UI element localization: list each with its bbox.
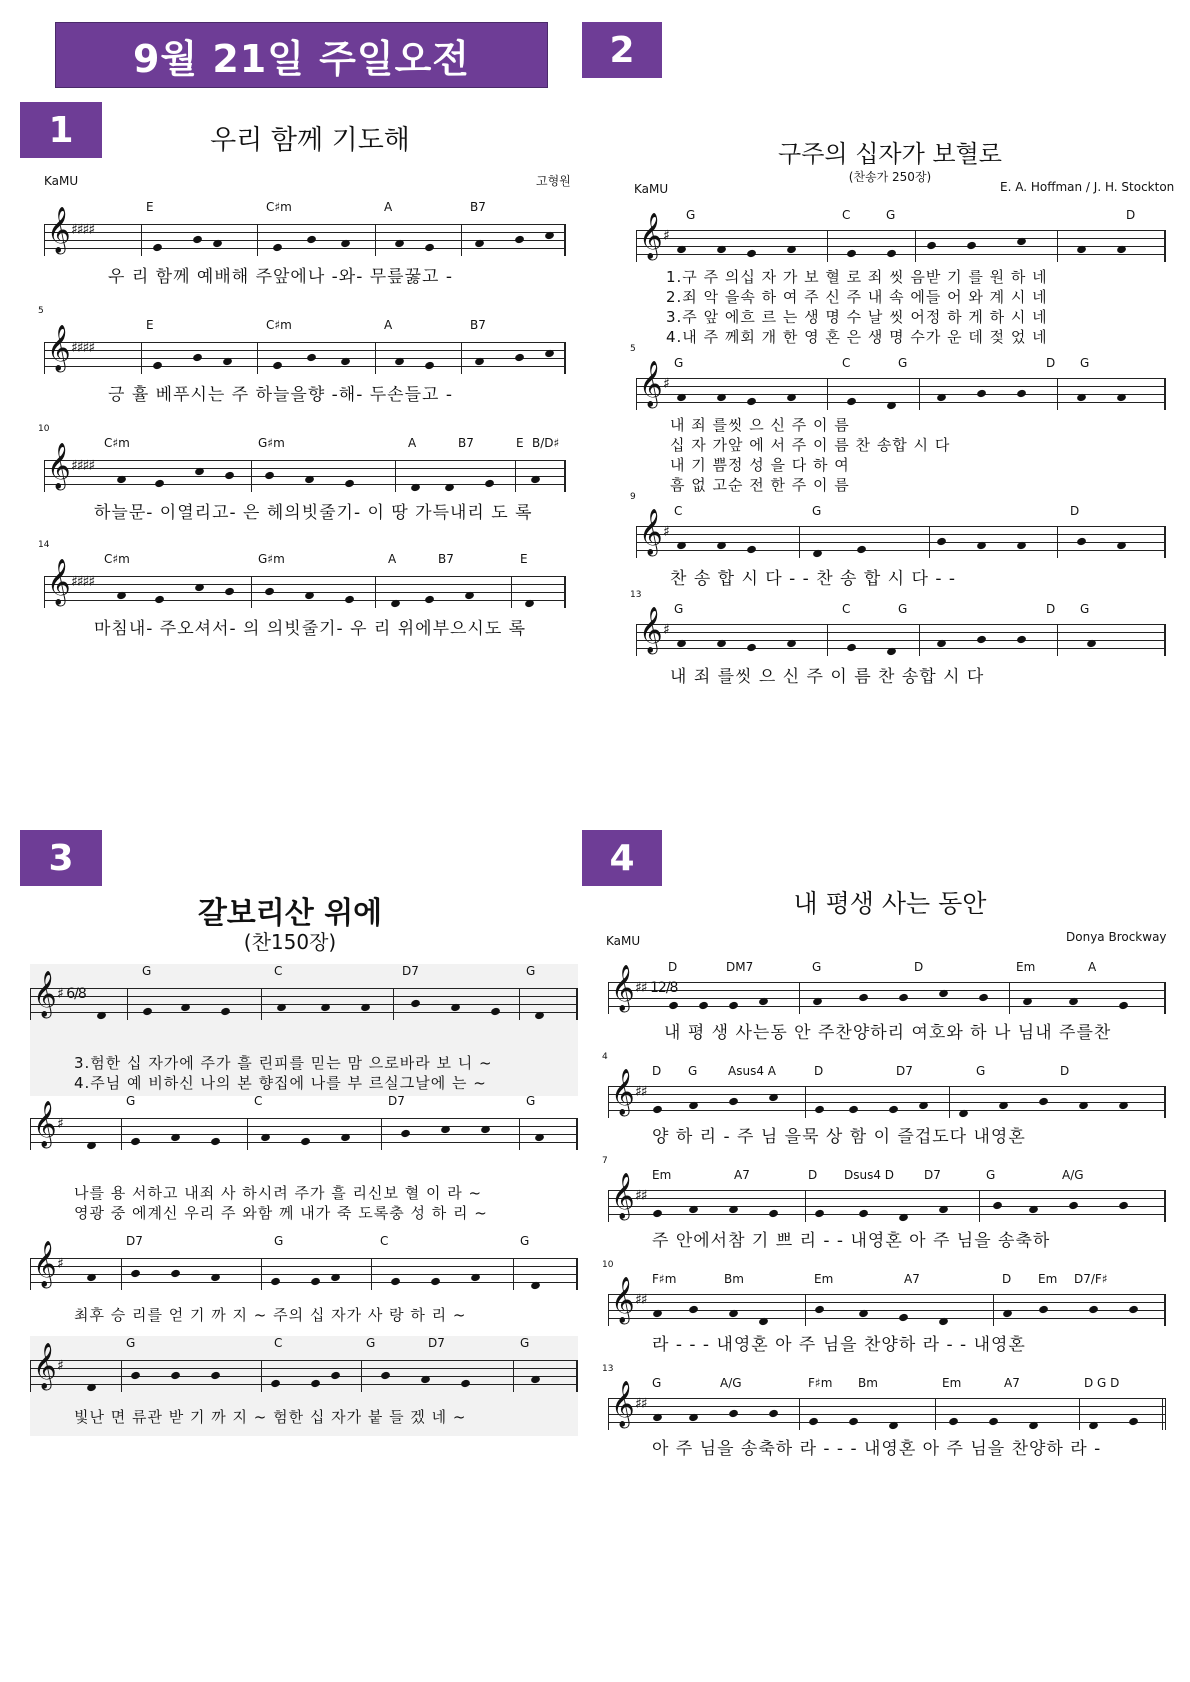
treble-clef-icon: 𝄞 xyxy=(33,1101,57,1147)
song-3-system-3 xyxy=(30,1234,578,1334)
chord: F♯m xyxy=(652,1272,677,1286)
chord: A xyxy=(408,436,417,450)
chord: G xyxy=(686,208,696,222)
chord: C xyxy=(274,1336,283,1350)
song-4-system-1 xyxy=(608,960,1166,1048)
lyric-line: 3.험한 십 자가에 주가 흘 린피를 믿는 맘 으로바라 보 니 ~ xyxy=(74,1054,493,1072)
song-2-title: 구주의 십자가 보혈로 xyxy=(778,140,1002,168)
chord: G xyxy=(812,960,822,974)
lyric-line: 내 죄 를씻 으 신 주 이 름 찬 송합 시 다 xyxy=(670,667,985,687)
chord-row xyxy=(30,964,578,980)
chord: D xyxy=(914,960,924,974)
chord: G xyxy=(674,602,684,616)
lyric-line: 우 리 함께 예배해 주앞에나 -와- 무릎꿇고 - xyxy=(108,267,453,287)
chord: C xyxy=(842,208,851,222)
key-signature: ♯♯♯♯ xyxy=(71,574,95,590)
song-1-number-box: 1 xyxy=(20,102,102,158)
chord: G xyxy=(652,1376,662,1390)
chord: Em xyxy=(652,1168,672,1182)
song-3-title: 갈보리산 위에 xyxy=(197,896,383,931)
chord: C xyxy=(274,964,283,978)
chord: A7 xyxy=(904,1272,920,1286)
song-1-system-3 xyxy=(38,424,566,526)
chord: F♯m xyxy=(808,1376,833,1390)
song-2-system-4 xyxy=(630,590,1166,692)
lyric-line: 최후 승 리를 얻 기 까 지 ~ 주의 십 자가 사 랑 하 리 ~ xyxy=(74,1306,467,1324)
song-1-system-2 xyxy=(38,306,566,408)
chord-row xyxy=(608,1272,1166,1288)
chord: G xyxy=(520,1336,530,1350)
chord: G xyxy=(898,356,908,370)
lyric-line: 양 하 리 - 주 님 을묵 상 함 이 즐겁도다 내영혼 xyxy=(652,1127,1026,1147)
chord-row xyxy=(44,436,566,452)
treble-clef-icon: 𝄞 xyxy=(611,1381,635,1427)
chord: E xyxy=(146,200,154,214)
song-3-system-2 xyxy=(30,1094,578,1226)
chord: A/G xyxy=(720,1376,742,1390)
chord: A xyxy=(1088,960,1097,974)
chord: D xyxy=(1060,1064,1070,1078)
lyric-line: 빛난 면 류관 받 기 까 지 ~ 험한 십 자가 붙 들 겠 네 ~ xyxy=(74,1408,467,1426)
key-signature: ♯♯♯♯ xyxy=(71,458,95,474)
music-staff xyxy=(636,361,1166,410)
lyric-line: 내 평 생 사는동 안 주찬양하리 여호와 하 나 님내 주를찬 xyxy=(664,1023,1112,1043)
treble-clef-icon: 𝄞 xyxy=(47,325,71,371)
music-staff xyxy=(636,213,1166,262)
chord: D xyxy=(1002,1272,1012,1286)
chord: D xyxy=(808,1168,818,1182)
chord: B7 xyxy=(458,436,474,450)
chord: A/G xyxy=(1062,1168,1084,1182)
chord: G xyxy=(674,356,684,370)
chord-row xyxy=(30,1094,578,1110)
song-2-system-2 xyxy=(630,344,1166,496)
key-signature: ♯♯♯♯ xyxy=(71,340,95,356)
chord-row xyxy=(30,1234,578,1250)
chord: G xyxy=(520,1234,530,1248)
song-4-system-2 xyxy=(602,1052,1166,1152)
treble-clef-icon: 𝄞 xyxy=(33,1241,57,1287)
chord: C♯m xyxy=(104,436,130,450)
chord-row xyxy=(44,552,566,568)
lyric-line: 흠 없 고순 전 한 주 이 름 xyxy=(670,476,850,494)
lyric-line: 내 죄 를씻 으 신 주 이 름 xyxy=(670,416,850,434)
treble-clef-icon: 𝄞 xyxy=(33,971,57,1017)
chord: C♯m xyxy=(104,552,130,566)
treble-clef-icon: 𝄞 xyxy=(611,965,635,1011)
song-4-system-5 xyxy=(602,1364,1166,1464)
chord: Em xyxy=(814,1272,834,1286)
chord: C♯m xyxy=(266,200,292,214)
chord: D7 xyxy=(402,964,419,978)
chord: G♯m xyxy=(258,552,285,566)
chord: D7 xyxy=(896,1064,913,1078)
measure-number: 4 xyxy=(602,1052,608,1062)
key-signature: ♯ 6/8 xyxy=(57,986,86,1002)
key-signature: ♯♯ xyxy=(635,1292,647,1308)
chord-row xyxy=(636,602,1166,618)
measure-number: 5 xyxy=(38,306,44,316)
chord-row xyxy=(30,1336,578,1352)
chord: E xyxy=(516,436,524,450)
treble-clef-icon: 𝄞 xyxy=(47,207,71,253)
song-4-author: Donya Brockway xyxy=(1066,930,1167,944)
lyric-line: 찬 송 합 시 다 - - 찬 송 합 시 다 - - xyxy=(670,569,957,589)
music-staff xyxy=(636,607,1166,656)
measure-number: 10 xyxy=(602,1260,614,1270)
treble-clef-icon: 𝄞 xyxy=(33,1343,57,1389)
key-signature: ♯♯♯♯ xyxy=(71,222,95,238)
chord-row xyxy=(608,1064,1166,1080)
chord: C xyxy=(254,1094,263,1108)
chord: D xyxy=(814,1064,824,1078)
chord: Em xyxy=(942,1376,962,1390)
measure-number: 13 xyxy=(630,590,642,600)
measure-number: 9 xyxy=(630,492,636,502)
lyric-line: 3.주 앞 에흐 르 는 생 명 수 날 씻 어정 하 게 하 시 네 xyxy=(666,308,1048,326)
chord: G xyxy=(976,1064,986,1078)
chord: C xyxy=(380,1234,389,1248)
key-signature: ♯ xyxy=(57,1256,63,1272)
song-4-title: 내 평생 사는 동안 xyxy=(793,889,987,918)
key-signature: ♯♯ xyxy=(635,1084,647,1100)
song-1-system-4 xyxy=(38,540,566,642)
chord: A xyxy=(388,552,397,566)
song-4-system-3 xyxy=(602,1156,1166,1256)
key-signature: ♯ xyxy=(57,1116,63,1132)
chord: DM7 xyxy=(726,960,754,974)
chord: D xyxy=(1126,208,1136,222)
chord: C xyxy=(674,504,683,518)
chord: G xyxy=(812,504,822,518)
chord: G xyxy=(688,1064,698,1078)
chord: D7/F♯ xyxy=(1074,1272,1108,1286)
chord: G xyxy=(1080,602,1090,616)
song-4-publisher: KaMU xyxy=(606,934,641,948)
measure-number: 10 xyxy=(38,424,50,434)
lyric-line: 마침내- 주오셔서- 의 의빗줄기- 우 리 위에부으시도 록 xyxy=(94,619,527,639)
chord-row xyxy=(636,356,1166,372)
song-4-number-box: 4 xyxy=(582,830,662,886)
lyric-line: 영광 중 에계신 우리 주 와함 께 내가 죽 도록충 성 하 리 ~ xyxy=(74,1204,488,1222)
song-3-system-1 xyxy=(30,964,578,1096)
chord: C xyxy=(842,602,851,616)
page-title: 9월 21일 주일오전 xyxy=(55,22,548,88)
lyric-line: 4.주님 예 비하신 나의 본 향집에 나를 부 르실그날에 는 ~ xyxy=(74,1074,487,1092)
treble-clef-icon: 𝄞 xyxy=(639,361,663,407)
lyric-line: 긍 휼 베푸시는 주 하늘을향 -해- 두손들고 - xyxy=(108,385,453,405)
treble-clef-icon: 𝄞 xyxy=(611,1069,635,1115)
treble-clef-icon: 𝄞 xyxy=(639,509,663,555)
chord-row xyxy=(608,960,1166,976)
chord-row xyxy=(608,1376,1166,1392)
song-1-title: 우리 함께 기도해 xyxy=(210,125,410,156)
song-3-system-4 xyxy=(30,1336,578,1436)
chord-row xyxy=(636,208,1166,224)
key-signature: ♯ xyxy=(663,228,669,244)
chord: D xyxy=(668,960,678,974)
song-2-publisher: KaMU xyxy=(634,182,669,196)
chord: D7 xyxy=(388,1094,405,1108)
chord: B/D♯ xyxy=(532,436,560,450)
measure-number: 14 xyxy=(38,540,50,550)
chord: D xyxy=(1046,602,1056,616)
chord: D xyxy=(1046,356,1056,370)
chord: D G D xyxy=(1084,1376,1120,1390)
chord: C xyxy=(842,356,851,370)
chord: E xyxy=(146,318,154,332)
song-4-system-4 xyxy=(602,1260,1166,1360)
chord: G xyxy=(126,1094,136,1108)
chord: A xyxy=(384,318,393,332)
chord: B7 xyxy=(438,552,454,566)
chord: G xyxy=(274,1234,284,1248)
song-2-number-box: 2 xyxy=(582,22,662,78)
chord: D xyxy=(652,1064,662,1078)
chord: Bm xyxy=(724,1272,744,1286)
treble-clef-icon: 𝄞 xyxy=(639,607,663,653)
treble-clef-icon: 𝄞 xyxy=(47,559,71,605)
chord: G xyxy=(986,1168,996,1182)
lyric-line: 주 안에서참 기 쁘 리 - - 내영혼 아 주 님을 송축하 xyxy=(652,1231,1051,1251)
chord: G xyxy=(898,602,908,616)
chord: D xyxy=(1070,504,1080,518)
chord: G xyxy=(142,964,152,978)
lyric-line: 2.죄 악 을속 하 여 주 신 주 내 속 에들 어 와 계 시 네 xyxy=(666,288,1048,306)
lyric-line: 하늘문- 이열리고- 은 헤의빗줄기- 이 땅 가득내리 도 록 xyxy=(94,503,533,523)
song-2-system-1 xyxy=(636,208,1166,348)
chord: A7 xyxy=(1004,1376,1020,1390)
chord: G xyxy=(526,964,536,978)
chord: Asus4 A xyxy=(728,1064,776,1078)
song-3-subtitle: (찬150장) xyxy=(243,930,337,954)
music-staff xyxy=(636,509,1166,558)
chord: C♯m xyxy=(266,318,292,332)
chord: G xyxy=(1080,356,1090,370)
chord-row xyxy=(44,318,566,334)
treble-clef-icon: 𝄞 xyxy=(611,1277,635,1323)
chord: Em xyxy=(1038,1272,1058,1286)
song-1-publisher: KaMU xyxy=(44,174,79,188)
chord: B7 xyxy=(470,318,486,332)
chord: G♯m xyxy=(258,436,285,450)
chord: Bm xyxy=(858,1376,878,1390)
measure-number: 7 xyxy=(602,1156,608,1166)
song-2-system-3 xyxy=(630,492,1166,594)
treble-clef-icon: 𝄞 xyxy=(47,443,71,489)
treble-clef-icon: 𝄞 xyxy=(611,1173,635,1219)
lyric-line: 라 - - - 내영혼 아 주 님을 찬양하 라 - - 내영혼 xyxy=(652,1335,1026,1355)
treble-clef-icon: 𝄞 xyxy=(639,213,663,259)
chord: D7 xyxy=(924,1168,941,1182)
chord: G xyxy=(126,1336,136,1350)
key-signature: ♯ xyxy=(57,1358,63,1374)
lyric-line: 나를 용 서하고 내죄 사 하시려 주가 흘 리신보 혈 이 라 ~ xyxy=(74,1184,483,1202)
measure-number: 5 xyxy=(630,344,636,354)
key-signature: ♯♯ xyxy=(635,1396,647,1412)
chord: Dsus4 D xyxy=(844,1168,895,1182)
song-2-author: E. A. Hoffman / J. H. Stockton xyxy=(1000,180,1175,194)
chord: E xyxy=(520,552,528,566)
chord: Em xyxy=(1016,960,1036,974)
song-2-subtitle: (찬송가 250장) xyxy=(848,170,932,184)
lyric-line: 아 주 님을 송축하 라 - - - 내영혼 아 주 님을 찬양하 라 - xyxy=(652,1439,1102,1459)
chord: D7 xyxy=(126,1234,143,1248)
lyric-line: 4.내 주 께회 개 한 영 혼 은 생 명 수가 운 데 젖 었 네 xyxy=(666,328,1048,346)
chord: A xyxy=(384,200,393,214)
chord-row xyxy=(44,200,566,216)
lyric-line: 내 기 쁨정 성 을 다 하 여 xyxy=(670,456,850,474)
chord: D7 xyxy=(428,1336,445,1350)
key-signature: ♯ xyxy=(663,376,669,392)
key-signature: ♯♯ 12/8 xyxy=(635,980,678,996)
song-3-number-box: 3 xyxy=(20,830,102,886)
song-1-system-1 xyxy=(44,200,566,290)
chord: G xyxy=(886,208,896,222)
lyric-line: 십 자 가앞 에 서 주 이 름 찬 송합 시 다 xyxy=(670,436,951,454)
key-signature: ♯ xyxy=(663,524,669,540)
chord: B7 xyxy=(470,200,486,214)
measure-number: 13 xyxy=(602,1364,614,1374)
chord-row xyxy=(636,504,1166,520)
song-1-author: 고형원 xyxy=(536,174,571,188)
chord: G xyxy=(526,1094,536,1108)
chord: G xyxy=(366,1336,376,1350)
chord-row xyxy=(608,1168,1166,1184)
chord: A7 xyxy=(734,1168,750,1182)
key-signature: ♯♯ xyxy=(635,1188,647,1204)
key-signature: ♯ xyxy=(663,622,669,638)
lyric-line: 1.구 주 의십 자 가 보 혈 로 죄 씻 음받 기 를 원 하 네 xyxy=(666,268,1048,286)
